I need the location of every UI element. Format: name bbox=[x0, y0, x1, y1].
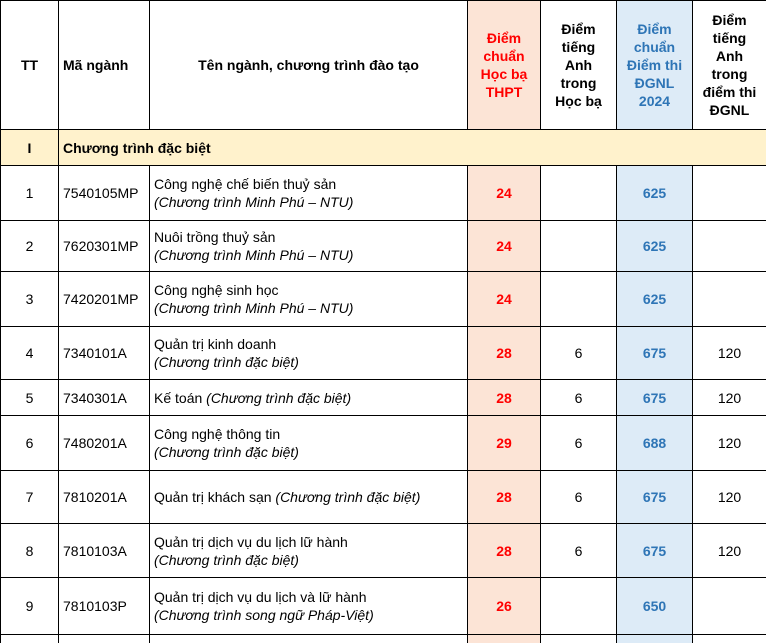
row-english-dgnl: 120 bbox=[693, 327, 766, 380]
program-name: Quản trị khách sạn bbox=[154, 489, 272, 505]
row-score-dgnl: 675 bbox=[617, 380, 693, 416]
header-dgnl-line: chuẩn bbox=[621, 38, 688, 56]
row-tt: 7 bbox=[1, 471, 59, 524]
table-row bbox=[1, 221, 766, 272]
row-name-cell bbox=[150, 380, 468, 416]
header-tieng-anh-hb-line: Anh bbox=[545, 56, 612, 74]
table-row bbox=[1, 578, 766, 635]
row-tt: 6 bbox=[1, 416, 59, 471]
header-tt: TT bbox=[1, 1, 59, 130]
row-english-hoc-ba: 6 bbox=[541, 524, 617, 578]
row-name-cell bbox=[150, 272, 468, 327]
row-name-cell bbox=[150, 524, 468, 578]
row-tt: 1 bbox=[1, 166, 59, 221]
row-english-dgnl: 120 bbox=[693, 380, 766, 416]
program-name: Công nghệ sinh học bbox=[154, 281, 463, 299]
row-score-hoc-ba: 24 bbox=[468, 166, 541, 221]
program-note: (Chương trình đặc biệt) bbox=[154, 443, 463, 461]
row-code: 7620301MP bbox=[59, 221, 150, 272]
program-note: (Chương trình đặc biệt) bbox=[154, 551, 463, 569]
group-tt: I bbox=[1, 130, 59, 166]
row-tt: 9 bbox=[1, 578, 59, 635]
header-hoc-ba-line: Học bạ bbox=[472, 65, 536, 83]
program-name: Quản trị dịch vụ du lịch lữ hành bbox=[154, 533, 463, 551]
header-tieng-anh-hb bbox=[541, 1, 617, 130]
program-name: Công nghệ chế biến thuỷ sản bbox=[154, 175, 463, 193]
header-dgnl-line: Điểm bbox=[621, 20, 688, 38]
row-score-hoc-ba: 24 bbox=[468, 221, 541, 272]
row-english-hoc-ba: 6 bbox=[541, 380, 617, 416]
row-tt: 3 bbox=[1, 272, 59, 327]
program-note: (Chương trình đặc biệt) bbox=[206, 390, 351, 406]
table-row bbox=[1, 471, 766, 524]
row-name-cell bbox=[150, 578, 468, 635]
row-code: 7340101A bbox=[59, 327, 150, 380]
row-score-dgnl: 650 bbox=[617, 578, 693, 635]
row-score-dgnl: 688 bbox=[617, 416, 693, 471]
program-note: (Chương trình Minh Phú – NTU) bbox=[154, 299, 463, 317]
program-note: (Chương trình Minh Phú – NTU) bbox=[154, 193, 463, 211]
header-tieng-anh-dgnl-line: Anh bbox=[697, 47, 762, 65]
row-name-cell bbox=[150, 416, 468, 471]
row-score-dgnl: 625 bbox=[617, 221, 693, 272]
row-name-cell bbox=[150, 327, 468, 380]
row-code: 7810201A bbox=[59, 471, 150, 524]
header-dgnl-line: Điểm thi bbox=[621, 56, 688, 74]
table-row-stub bbox=[1, 635, 766, 643]
row-code: 7340301A bbox=[59, 380, 150, 416]
row-english-dgnl bbox=[693, 578, 766, 635]
header-tieng-anh-dgnl-line: điểm thi bbox=[697, 83, 762, 101]
group-label: Chương trình đặc biệt bbox=[59, 130, 766, 166]
row-english-hoc-ba bbox=[541, 166, 617, 221]
row-code: 7540105MP bbox=[59, 166, 150, 221]
program-name: Công nghệ thông tin bbox=[154, 425, 463, 443]
header-tieng-anh-dgnl-line: ĐGNL bbox=[697, 101, 762, 119]
header-tieng-anh-hb-line: Học bạ bbox=[545, 92, 612, 110]
header-tieng-anh-hb-line: trong bbox=[545, 74, 612, 92]
header-tieng-anh-hb-line: Điểm bbox=[545, 20, 612, 38]
header-tieng-anh-dgnl-line: trong bbox=[697, 65, 762, 83]
row-score-dgnl: 675 bbox=[617, 471, 693, 524]
row-name-cell bbox=[150, 221, 468, 272]
row-tt: 2 bbox=[1, 221, 59, 272]
header-ma-nganh: Mã ngành bbox=[59, 1, 150, 130]
row-tt: 5 bbox=[1, 380, 59, 416]
row-score-hoc-ba: 26 bbox=[468, 578, 541, 635]
row-english-hoc-ba bbox=[541, 221, 617, 272]
row-score-dgnl: 675 bbox=[617, 524, 693, 578]
program-name: Quản trị dịch vụ du lịch và lữ hành bbox=[154, 588, 463, 606]
row-tt: 8 bbox=[1, 524, 59, 578]
row-english-dgnl: 120 bbox=[693, 416, 766, 471]
row-english-hoc-ba: 6 bbox=[541, 327, 617, 380]
row-score-hoc-ba: 28 bbox=[468, 471, 541, 524]
row-english-dgnl: 120 bbox=[693, 524, 766, 578]
row-english-hoc-ba: 6 bbox=[541, 471, 617, 524]
row-english-dgnl: 120 bbox=[693, 471, 766, 524]
row-english-dgnl bbox=[693, 166, 766, 221]
row-score-dgnl: 675 bbox=[617, 327, 693, 380]
row-score-hoc-ba: 29 bbox=[468, 416, 541, 471]
row-tt: 4 bbox=[1, 327, 59, 380]
program-note: (Chương trình đặc biệt) bbox=[275, 489, 420, 505]
table-row bbox=[1, 327, 766, 380]
header-hoc-ba-line: chuẩn bbox=[472, 47, 536, 65]
row-score-hoc-ba: 24 bbox=[468, 272, 541, 327]
row-score-hoc-ba: 28 bbox=[468, 524, 541, 578]
group-row bbox=[1, 130, 766, 166]
row-name-cell bbox=[150, 166, 468, 221]
header-row bbox=[1, 1, 766, 130]
header-dgnl-line: 2024 bbox=[621, 92, 688, 110]
header-hoc-ba-line: Điểm bbox=[472, 29, 536, 47]
table-row bbox=[1, 416, 766, 471]
header-dgnl bbox=[617, 1, 693, 130]
header-tieng-anh-dgnl-line: tiếng bbox=[697, 29, 762, 47]
row-score-dgnl: 625 bbox=[617, 166, 693, 221]
program-note: (Chương trình đặc biệt) bbox=[154, 353, 463, 371]
program-note: (Chương trình song ngữ Pháp-Việt) bbox=[154, 606, 463, 624]
program-note: (Chương trình Minh Phú – NTU) bbox=[154, 246, 463, 264]
table-row bbox=[1, 524, 766, 578]
header-tieng-anh-hb-line: tiếng bbox=[545, 38, 612, 56]
row-score-dgnl: 625 bbox=[617, 272, 693, 327]
table-row bbox=[1, 380, 766, 416]
header-hoc-ba-line: THPT bbox=[472, 83, 536, 101]
header-ten-nganh: Tên ngành, chương trình đào tạo bbox=[150, 1, 468, 130]
header-hoc-ba bbox=[468, 1, 541, 130]
header-dgnl-line: ĐGNL bbox=[621, 74, 688, 92]
table-row bbox=[1, 166, 766, 221]
row-english-hoc-ba bbox=[541, 578, 617, 635]
program-name: Quản trị kinh doanh bbox=[154, 335, 463, 353]
program-name: Nuôi trồng thuỷ sản bbox=[154, 228, 463, 246]
header-tieng-anh-dgnl bbox=[693, 1, 766, 130]
row-english-dgnl bbox=[693, 272, 766, 327]
row-code: 7480201A bbox=[59, 416, 150, 471]
row-code: 7810103A bbox=[59, 524, 150, 578]
row-english-dgnl bbox=[693, 221, 766, 272]
row-code: 7810103P bbox=[59, 578, 150, 635]
table-row bbox=[1, 272, 766, 327]
row-english-hoc-ba: 6 bbox=[541, 416, 617, 471]
header-tieng-anh-dgnl-line: Điểm bbox=[697, 11, 762, 29]
row-name-cell bbox=[150, 471, 468, 524]
row-score-hoc-ba: 28 bbox=[468, 327, 541, 380]
row-score-hoc-ba: 28 bbox=[468, 380, 541, 416]
program-name: Kế toán bbox=[154, 390, 202, 406]
row-code: 7420201MP bbox=[59, 272, 150, 327]
row-english-hoc-ba bbox=[541, 272, 617, 327]
